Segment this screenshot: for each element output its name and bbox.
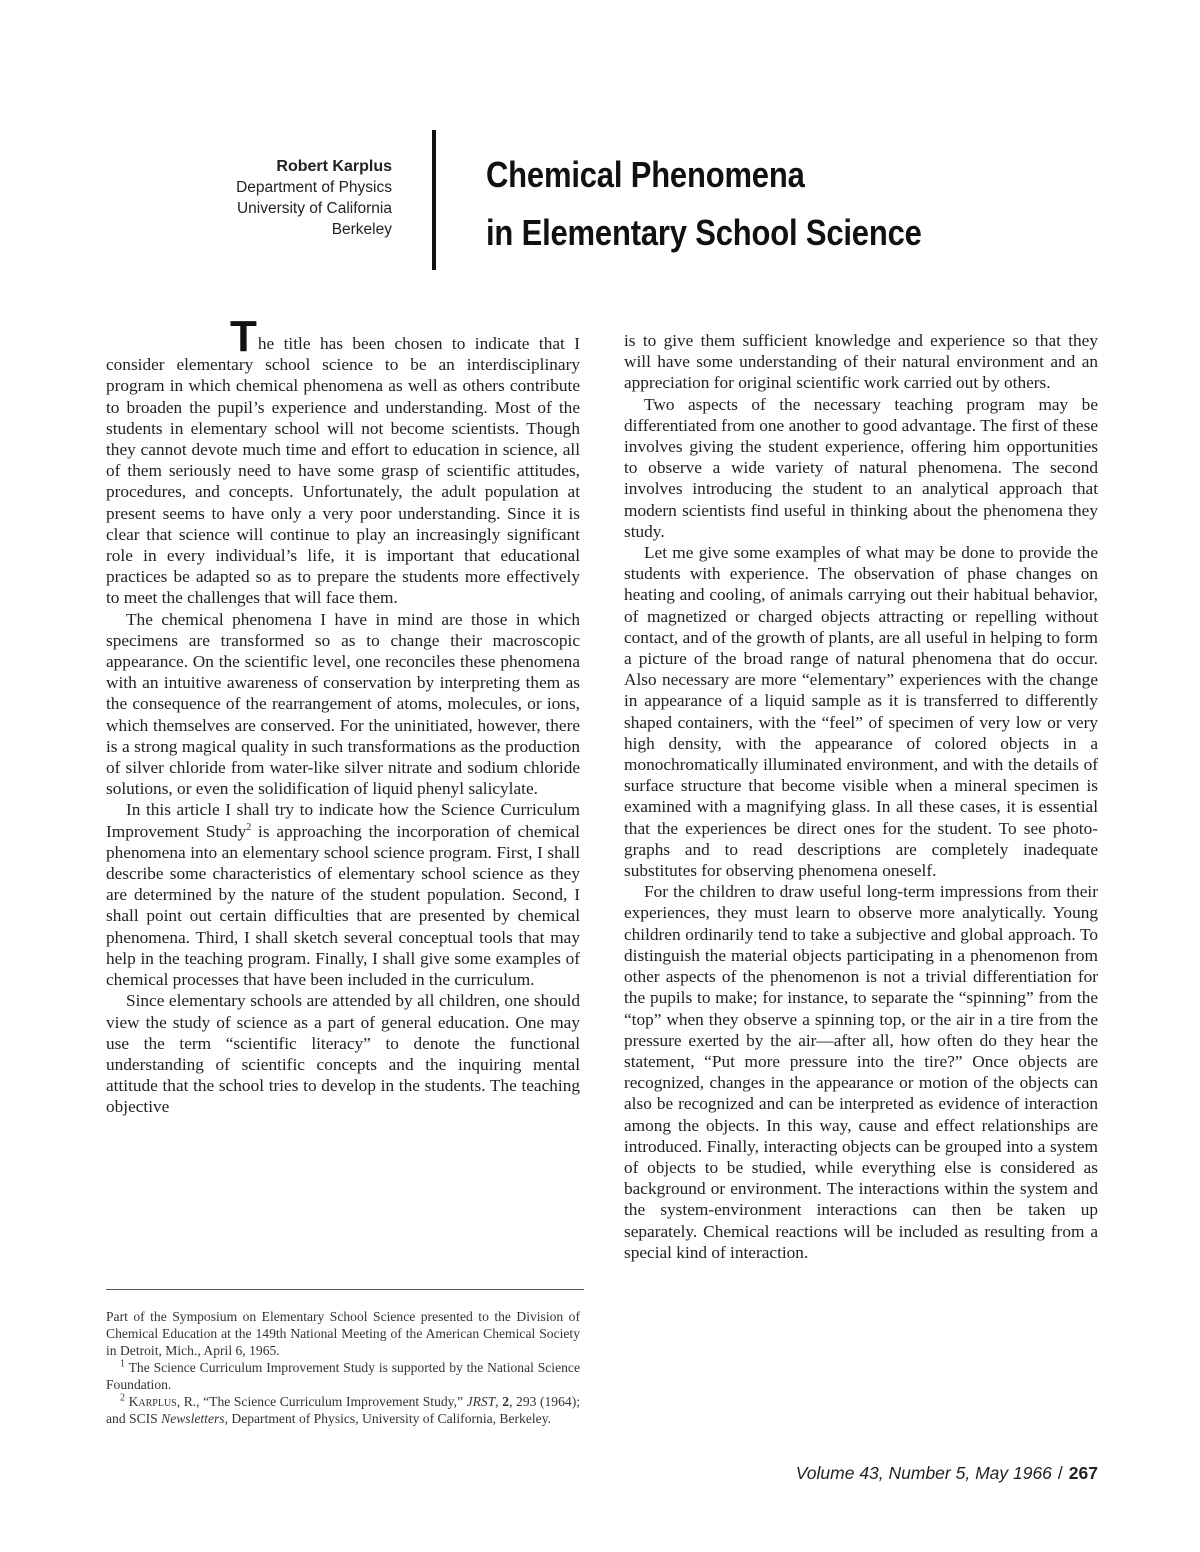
paragraph: For the children to draw useful long-term impressions from their experiences, they must learn to observe more analytically. Young children ordinarily tend to take a subjective and global approach. To distinguish the material objects participating in a phenomenon from other aspects of the phenomenon is not a trivial differentiation for the pupils to make; for instance, to separate the “spinning” from the “top” when they observe a spinning top, or the air in a tire from the pressure exerted by the air—after all, how often do they hear the statement, “Put more pressure into the tire?” Once objects are recognized, changes in the appearance or motion of the objects can also be recognized and can be interpreted as evidence of interaction among the objects. In this way, cause and effect relationships are introduced. Finally, interacting objects can be grouped into a system of objects to be studied, while everything else is considered as background or environment. The interactions within the system and the system-environment interactions can then be taken up separately. Chemical reactions will be included as resulting from a special kind of interaction. [624, 882, 1098, 1262]
page-footer [796, 1463, 1098, 1484]
title-line: in Elementary School Science [486, 212, 922, 253]
footnote-text: The Science Curriculum Improvement Study is supported by the National Science Foundation. [106, 1360, 580, 1392]
footnote-ref: 2 [246, 821, 252, 833]
footer-separator: / [1057, 1463, 1063, 1483]
footnote-text: , R., “The Science Curriculum Improvement Study,” [176, 1394, 467, 1409]
author-block [236, 156, 392, 240]
footnote-journal: JRST [466, 1394, 496, 1409]
footnote-2 [106, 1393, 580, 1427]
footnote-text: , Department of Physics, University of California, Berkeley. [224, 1411, 552, 1426]
issue-info: Volume 43, Number 5, May 1966 [795, 1463, 1052, 1483]
footnote-mark: 2 [120, 1392, 125, 1404]
affiliation-line: Berkeley [331, 221, 392, 238]
paragraph: The chemical phenomena I have in mind are those in which specimens are transformed so as to change their macroscopic appearance. On the scientific level, one reconciles these phenomena with an intuitive awareness of conservation by interpreting them as the consequence of the rearrangement of atoms, molecules, or ions, which themselves are conserved. For the uninitiated, however, there is a strong magical quality in such transformations as the production of silver chloride from water-like silver nitrate and sodium chloride solutions, or even the solidification of liquid phenyl salicylate. [106, 609, 580, 799]
article-title [486, 146, 922, 262]
paragraph [106, 799, 580, 990]
paragraph: Let me give some examples of what may be done to provide the students with experience. The observation of phase changes on heating and cooling, of animals carrying out their habitual behavior, of magnetized or charged objects attracting or repelling without contact, and of the growth of plants, are all useful in helping to form a picture of the broad range of natural phenomena that do occur. Also necessary are more “elementary” experiences with the change in appearance of a liquid sample as it is transferred to differently shaped containers, with the “feel” of specimen of very low or very high density, with the appearance of colored objects in a monochromatically illuminated environment, and with the details of surface structure that become visible when a mineral specimen is examined with a magnifying glass. In all these cases, it is essential that the experiences be direct ones for the student. To see photographs and to read descriptions are completely inadequate substitutes for observing phenomena oneself. [624, 543, 1098, 881]
footnote-symposium: Part of the Symposium on Elementary School Science presented to the Division of Chemical Education at the 149th National Meeting of the American Chemical Society in Detroit, Mich., April 6, 1965. [106, 1309, 580, 1358]
footnote-author: Karplus [125, 1394, 177, 1409]
paragraph-text: he title has been chosen to indicate that I consider elementary school science to be an interdisciplinary program in which chemical phenomena as well as others contribute to broaden the pupil’s experience and understanding. Most of the students in elementary school will not become scientists. Though they cannot devote much time and effort to education in science, all of them seriously need to have some grasp of scientific attitudes, procedures, and concepts. Unfortunately, the adult population at present seems to have only a very poor understanding. Since it is clear that science will continue to play an increasingly significant role in every individual’s life, it is important that educational practices be adapted so as to prepare the students more effectively to meet the challenges that will face them. [106, 334, 580, 608]
affiliation-line: Department of Physics [236, 179, 392, 196]
footnotes [106, 1308, 580, 1427]
footnote-mark: 1 [120, 1358, 125, 1370]
footnote-volume: 2 [502, 1394, 510, 1409]
drop-cap: T [230, 312, 257, 361]
footnote-1 [106, 1359, 580, 1393]
right-column [624, 330, 1098, 1263]
footnote-text: , [495, 1394, 503, 1409]
affiliation-line: University of California [236, 200, 392, 217]
author-name: Robert Karplus [276, 158, 392, 175]
left-column [106, 312, 580, 1118]
paragraph: Since elementary schools are attended by all children, one should view the study of science as a part of general education. One may use the term “scientific literacy” to denote the functional understanding of scientific concepts and the inquiring mental attitude that the school tries to develop in the students. The teaching objective [106, 991, 580, 1117]
paragraph: is to give them sufficient knowledge and experience so that they will have some understanding of their natural environment and an appreciation for original scientific work carried out by others. [624, 331, 1098, 393]
paragraph-text: is approaching the incorporation of chemical phenomena into an elementary school science program. First, I shall describe some characteristics of elementary school science as they are determined by the nature of the student population. Second, I shall point out certain difficulties that are presented by chemical phenomena. Third, I shall sketch several conceptual tools that may help in the teaching program. Finally, I shall give some examples of chemical processes that have been included in the curriculum. [106, 821, 580, 990]
footnote-text: , 293 (1964); and SCIS [106, 1394, 581, 1426]
header-divider [432, 130, 436, 270]
footnote-publication: Newsletters [161, 1411, 225, 1426]
paragraph [106, 312, 580, 609]
title-line: Chemical Phenomena [486, 154, 805, 195]
footnote-divider [106, 1289, 584, 1290]
paragraph-text: In this article I shall try to indicate how the Science Curriculum Improvement Study [106, 800, 580, 841]
page-number: 267 [1068, 1463, 1098, 1483]
paragraph: Two aspects of the necessary teaching program may be differentiated from one another to good advantage. The first of these involves giving the student experience, offering him opportunities to observe a wide variety of natural phenomena. The second involves introducing the student to an analytical approach that modern scientists find useful in thinking about the phenomena they study. [624, 394, 1098, 541]
